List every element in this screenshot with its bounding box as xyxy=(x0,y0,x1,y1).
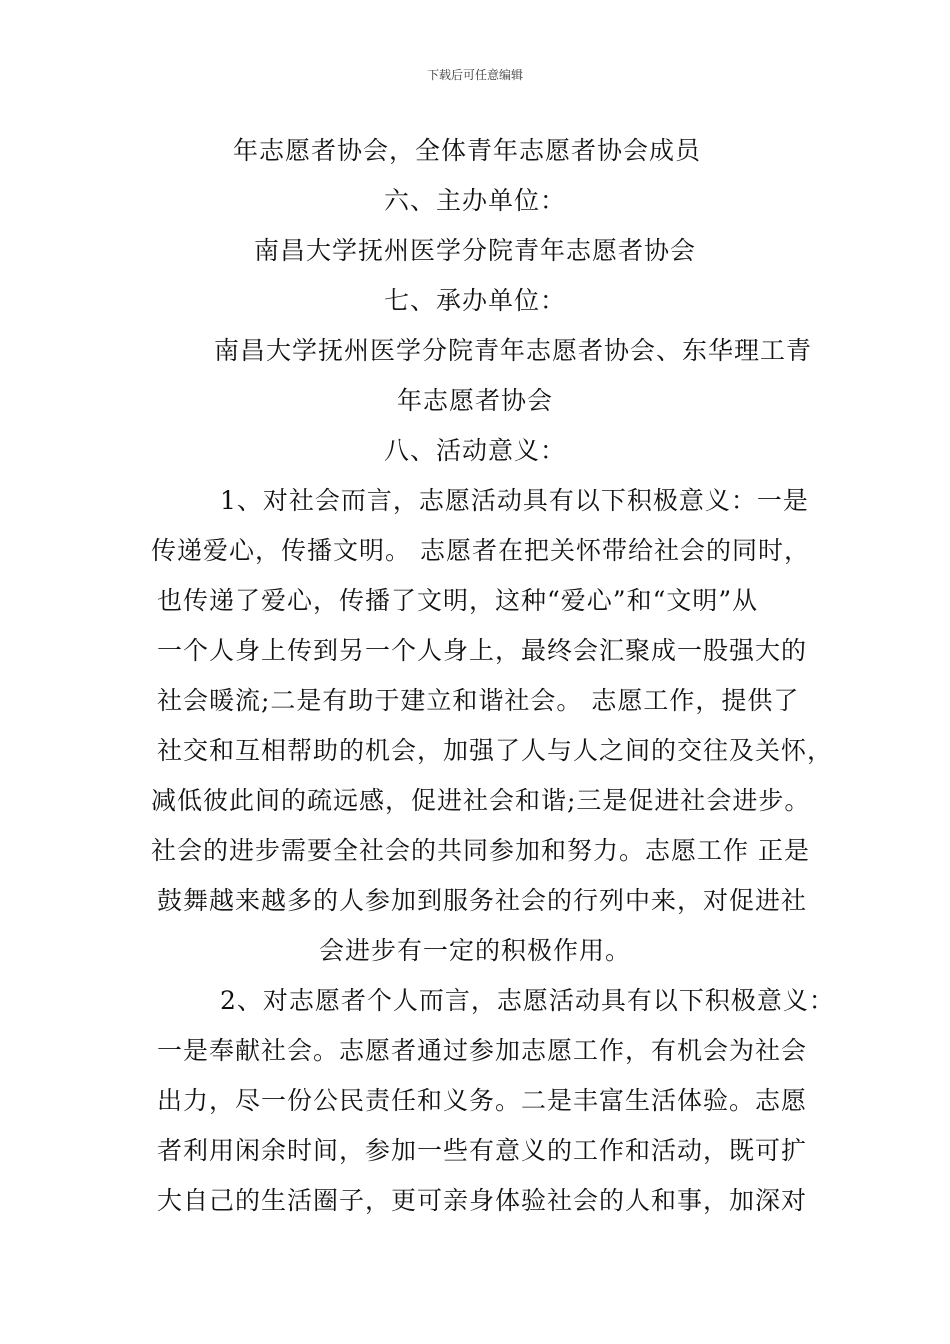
paragraph-line: 者利用闲余时间，参加一些有意义的工作和活动，既可扩 xyxy=(157,1136,808,1165)
paragraph-line: 社会的进步需要全社会的共同参加和努力。志愿工作 正是 xyxy=(151,836,810,865)
paragraph-line: 一是奉献社会。志愿者通过参加志愿工作，有机会为社会 xyxy=(157,1036,808,1065)
paragraph-line: 会进步有一定的积极作用。 xyxy=(318,936,631,965)
paragraph-line: 传递爱心，传播文明。 志愿者在把关怀带给社会的同时， xyxy=(151,536,810,565)
paragraph-line: 减低彼此间的疏远感，促进社会和谐;三是促进社会进步。 xyxy=(151,786,811,815)
section-heading: 七、承办单位： xyxy=(383,286,566,315)
text-line: 南昌大学抚州医学分院青年志愿者协会 xyxy=(253,236,696,265)
paragraph-line: 2、对志愿者个人而言，志愿活动具有以下积极意义： xyxy=(220,986,835,1015)
text-line: 年志愿者协会，全体青年志愿者协会成员 xyxy=(233,136,702,165)
paragraph-line: 1、对社会而言，志愿活动具有以下积极意义：一是 xyxy=(220,486,809,515)
paragraph-line: 社会暖流;二是有助于建立和谐社会。 志愿工作，提供了 xyxy=(157,686,800,715)
paragraph-line: 大自己的生活圈子，更可亲身体验社会的人和事，加深对 xyxy=(157,1186,808,1215)
paragraph-line: 一个人身上传到另一个人身上，最终会汇聚成一股强大的 xyxy=(157,636,808,665)
paragraph-line: 也传递了爱心，传播了文明，这种“爱心”和“文明”从 xyxy=(157,586,759,615)
page-header: 下载后可任意编辑 xyxy=(426,68,523,82)
text-line: 年志愿者协会 xyxy=(396,386,553,415)
section-heading: 八、活动意义： xyxy=(383,436,566,465)
text-line: 南昌大学抚州医学分院青年志愿者协会、东华理工青 xyxy=(214,336,813,365)
paragraph-line: 出力，尽一份公民责任和义务。二是丰富生活体验。志愿 xyxy=(157,1086,808,1115)
paragraph-line: 鼓舞越来越多的人参加到服务社会的行列中来，对促进社 xyxy=(157,886,808,915)
paragraph-line: 社交和互相帮助的机会，加强了人与人之间的交往及关怀， xyxy=(157,736,834,765)
section-heading: 六、主办单位： xyxy=(383,186,566,215)
